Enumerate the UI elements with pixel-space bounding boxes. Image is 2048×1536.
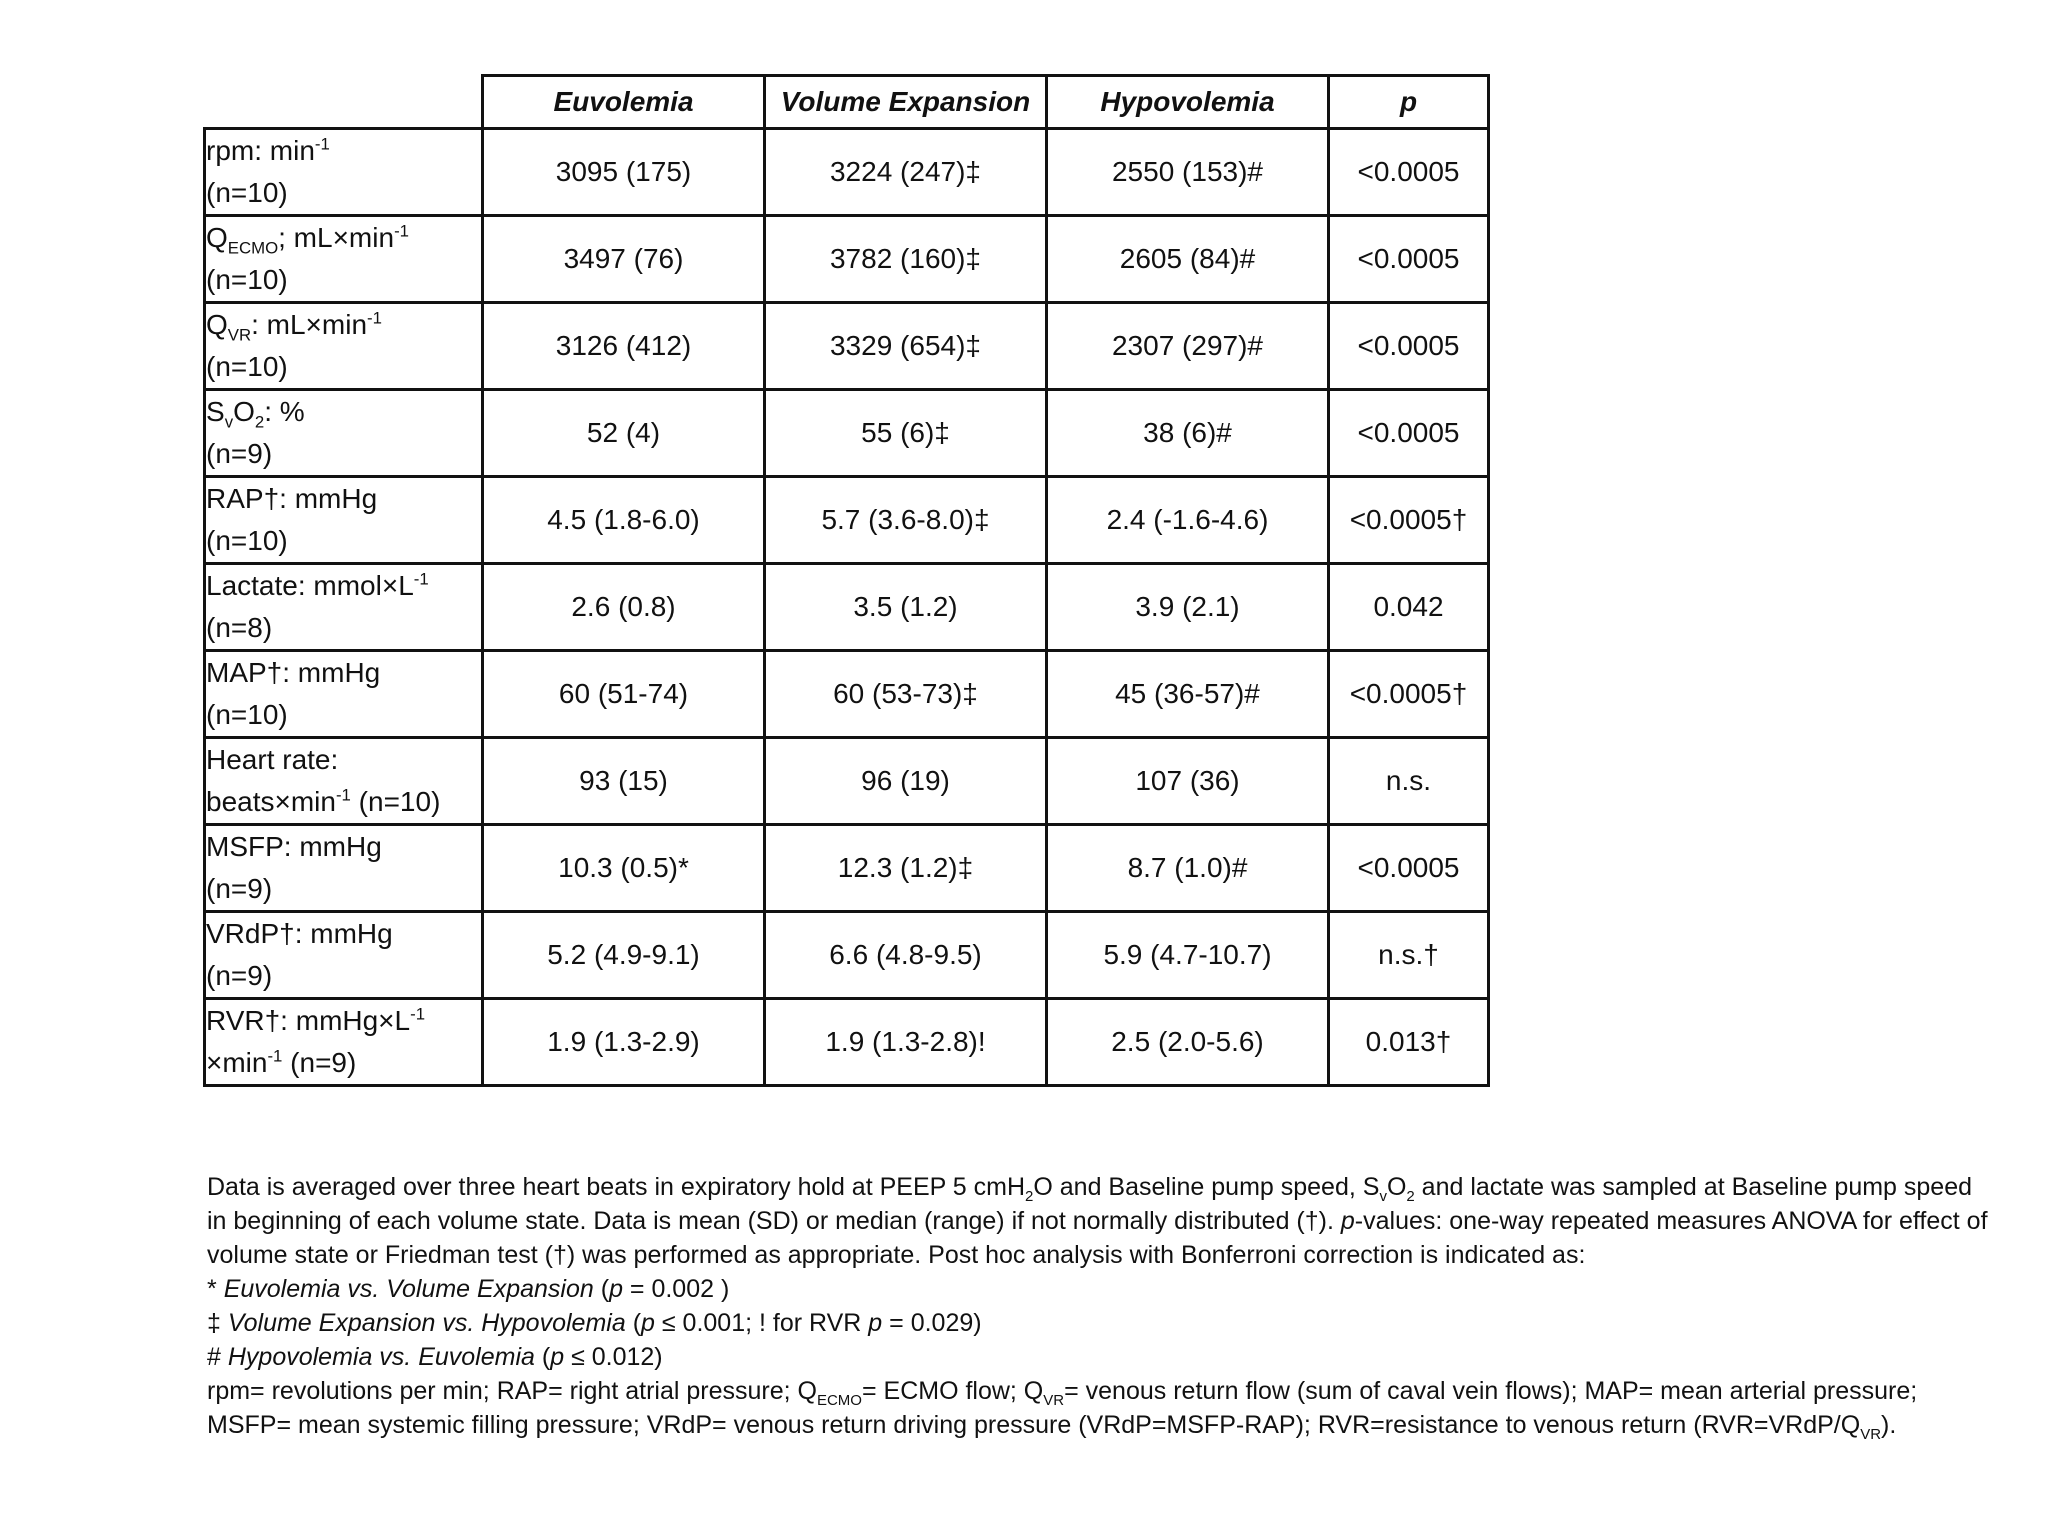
row-label: $S_vO_2$: % (n=9) <box>205 390 483 477</box>
cell-euvolemia: 1.9 (1.3-2.9) <box>483 999 765 1086</box>
row-label: $Q_{ECMO}$; $mL\times\min^{-1}$ (n=10) <box>205 216 483 303</box>
cell-volume-expansion: 12.3 (1.2)‡ <box>765 825 1047 912</box>
row-label: Lactate: $mmol\times L^{-1}$ (n=8) <box>205 564 483 651</box>
cell-euvolemia: 10.3 (0.5)* <box>483 825 765 912</box>
cell-hypovolemia: 2605 (84)# <box>1047 216 1329 303</box>
cell-p: <0.0005 <box>1329 390 1489 477</box>
row-label: rpm: $\min^{-1}$ (n=10) <box>205 129 483 216</box>
cell-p: <0.0005 <box>1329 216 1489 303</box>
row-label: Heart rate: $beats\times\min^{-1}$ (n=10) <box>205 738 483 825</box>
cell-p: <0.0005 <box>1329 129 1489 216</box>
cell-euvolemia: 52 (4) <box>483 390 765 477</box>
cell-p: n.s.† <box>1329 912 1489 999</box>
row-label: RVR†: $mmHg\times L^{-1}$ $\times\min^{-1}$ (n=9) <box>205 999 483 1086</box>
row-label: $Q_{VR}$: $mL\times\min^{-1}$ (n=10) <box>205 303 483 390</box>
col-header-hypovolemia: Hypovolemia <box>1047 76 1329 129</box>
cell-hypovolemia: 45 (36-57)# <box>1047 651 1329 738</box>
table-row <box>205 564 1489 651</box>
cell-euvolemia: 3095 (175) <box>483 129 765 216</box>
table-row <box>205 738 1489 825</box>
cell-euvolemia: 4.5 (1.8-6.0) <box>483 477 765 564</box>
cell-volume-expansion: 3329 (654)‡ <box>765 303 1047 390</box>
table-row <box>205 999 1489 1086</box>
cell-p: 0.013† <box>1329 999 1489 1086</box>
cell-p: <0.0005† <box>1329 477 1489 564</box>
cell-euvolemia: 93 (15) <box>483 738 765 825</box>
row-label: MSFP: mmHg (n=9) <box>205 825 483 912</box>
results-table <box>203 74 1490 1087</box>
col-header-p: p <box>1329 76 1489 129</box>
cell-volume-expansion: 96 (19) <box>765 738 1047 825</box>
footnote-symbol-star: * Euvolemia vs. Volume Expansion (p = 0.002 ) <box>207 1275 730 1303</box>
cell-volume-expansion: 3.5 (1.2) <box>765 564 1047 651</box>
cell-hypovolemia: 2550 (153)# <box>1047 129 1329 216</box>
table-row <box>205 216 1489 303</box>
cell-volume-expansion: 5.7 (3.6-8.0)‡ <box>765 477 1047 564</box>
cell-p: <0.0005 <box>1329 825 1489 912</box>
row-label: VRdP†: mmHg (n=9) <box>205 912 483 999</box>
cell-hypovolemia: 2.4 (-1.6-4.6) <box>1047 477 1329 564</box>
cell-volume-expansion: 55 (6)‡ <box>765 390 1047 477</box>
row-label: RAP†: mmHg (n=10) <box>205 477 483 564</box>
cell-hypovolemia: 2.5 (2.0-5.6) <box>1047 999 1329 1086</box>
cell-volume-expansion: 60 (53-73)‡ <box>765 651 1047 738</box>
cell-p: 0.042 <box>1329 564 1489 651</box>
cell-hypovolemia: 38 (6)# <box>1047 390 1329 477</box>
cell-p: <0.0005 <box>1329 303 1489 390</box>
corner-cell <box>205 76 483 129</box>
cell-euvolemia: 2.6 (0.8) <box>483 564 765 651</box>
footnote-abbreviations: rpm= revolutions per min; RAP= right atrial pressure; $Q_{ECMO}=$ ECMO flow; $Q_{VR}=$ venous return flow (sum of caval vein flows); MAP= mean arterial pressure; MSFP= mean systemic filling pressure; VRdP= venous return driving pressure (VRdP=MSFP-RAP); RVR=resistance to venous return $(RVR=VRdP/Q_{VR})$. <box>207 1377 1918 1443</box>
cell-euvolemia: 3497 (76) <box>483 216 765 303</box>
table-row <box>205 303 1489 390</box>
row-label: MAP†: mmHg (n=10) <box>205 651 483 738</box>
table-row <box>205 912 1489 999</box>
table-row <box>205 477 1489 564</box>
footnote-methods: Data is averaged over three heart beats in expiratory hold at PEEP 5 cmH$_2$O and Baseline pump speed, $S_vO_2$ and lactate was sampled at Baseline pump speed in beginning of each volume state. Data is mean (SD) or median (range) if not normally distributed (†). p-values: one-way repeated measures ANOVA for effect of volume state or Friedman test (†) was performed as appropriate. Post hoc analysis with Bonferroni correction is indicated as: <box>207 1173 1988 1269</box>
col-header-euvolemia: Euvolemia <box>483 76 765 129</box>
table-row <box>205 390 1489 477</box>
table-row <box>205 651 1489 738</box>
cell-euvolemia: 3126 (412) <box>483 303 765 390</box>
cell-euvolemia: 60 (51-74) <box>483 651 765 738</box>
cell-volume-expansion: 3782 (160)‡ <box>765 216 1047 303</box>
footnote-symbol-hash: # Hypovolemia vs. Euvolemia (p ≤ 0.012) <box>207 1343 663 1371</box>
cell-euvolemia: 5.2 (4.9-9.1) <box>483 912 765 999</box>
table-row <box>205 825 1489 912</box>
table-row <box>205 129 1489 216</box>
footnote-symbol-double-dagger: ‡ Volume Expansion vs. Hypovolemia (p ≤ 0.001; ! for RVR p = 0.029) <box>207 1309 982 1337</box>
col-header-volume-expansion: Volume Expansion <box>765 76 1047 129</box>
cell-hypovolemia: 5.9 (4.7-10.7) <box>1047 912 1329 999</box>
cell-hypovolemia: 2307 (297)# <box>1047 303 1329 390</box>
cell-volume-expansion: 6.6 (4.8-9.5) <box>765 912 1047 999</box>
cell-hypovolemia: 3.9 (2.1) <box>1047 564 1329 651</box>
cell-hypovolemia: 107 (36) <box>1047 738 1329 825</box>
cell-p: <0.0005† <box>1329 651 1489 738</box>
cell-volume-expansion: 3224 (247)‡ <box>765 129 1047 216</box>
cell-p: n.s. <box>1329 738 1489 825</box>
table-footnotes <box>207 1170 1997 1442</box>
cell-hypovolemia: 8.7 (1.0)# <box>1047 825 1329 912</box>
cell-volume-expansion: 1.9 (1.3-2.8)! <box>765 999 1047 1086</box>
header-row <box>205 76 1489 129</box>
